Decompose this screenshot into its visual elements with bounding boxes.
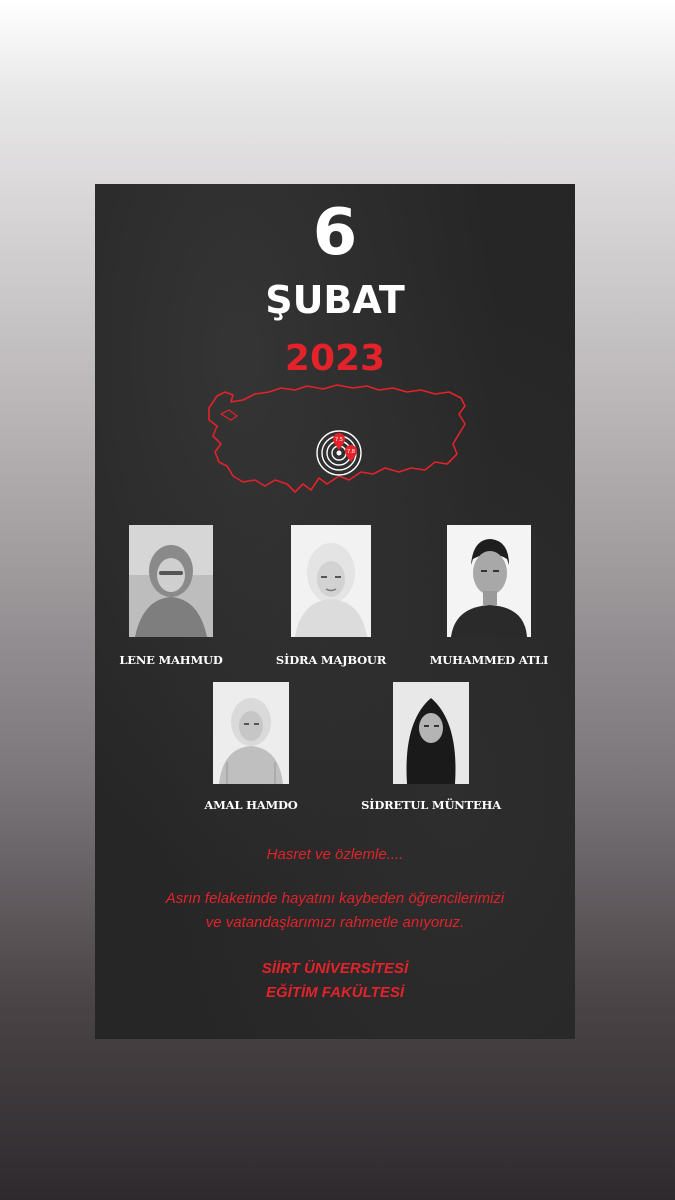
magnitude-label-2: 7.8 — [347, 449, 355, 455]
name-sidretul-munteha: SİDRETUL MÜNTEHA — [361, 798, 501, 812]
name-lene-mahmud: LENE MAHMUD — [119, 653, 223, 667]
portrait-muhammed-atli — [447, 525, 531, 637]
memorial-poster — [95, 184, 575, 1039]
name-amal-hamdo: AMAL HAMDO — [204, 798, 298, 812]
portrait-amal-hamdo — [213, 682, 289, 784]
portrait-sidra-majbour — [291, 525, 371, 637]
institution-faculty: EĞİTİM FAKÜLTESİ — [265, 984, 405, 1001]
epicenter-rings — [317, 431, 361, 475]
message-remembrance-line2: ve vatandaşlarımızı rahmetle anıyoruz. — [205, 914, 465, 931]
portrait-sidretul-munteha — [393, 682, 469, 784]
name-sidra-majbour: SİDRA MAJBOUR — [275, 653, 387, 667]
magnitude-label-1: 7.5 — [335, 437, 343, 443]
date-month: ŞUBAT — [265, 278, 405, 322]
institution-university: SİİRT ÜNİVERSİTESİ — [261, 960, 409, 977]
name-muhammed-atli: MUHAMMED ATLI — [429, 653, 549, 667]
message-remembrance-line1: Asrın felaketinde hayatını kaybeden öğrencilerimizi — [165, 890, 505, 907]
date-year: 2023 — [284, 338, 386, 379]
turkey-map-icon — [203, 380, 473, 500]
message-longing: Hasret ve özlemle.... — [266, 846, 404, 863]
portrait-lene-mahmud — [129, 525, 213, 637]
date-day: 6 — [312, 196, 358, 270]
